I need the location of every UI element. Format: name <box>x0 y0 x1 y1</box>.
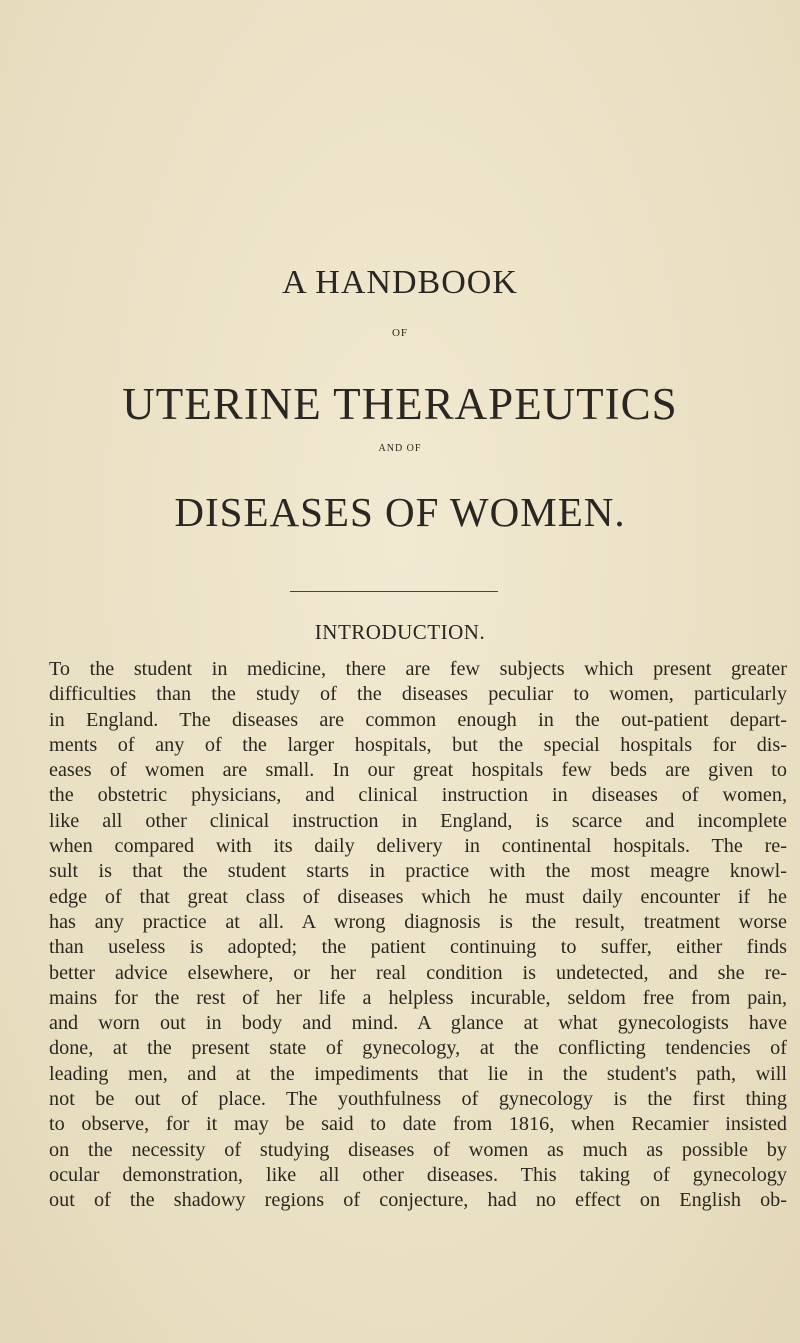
title-line-of: OF <box>391 327 409 339</box>
text-line: in England. The diseases are common enough in the out-patient depart- <box>49 708 787 731</box>
text-line: the obstetric physicians, and clinical instruction in diseases of women, <box>49 784 787 807</box>
text-line: ments of any of the larger hospitals, but the special hospitals for dis- <box>49 733 787 756</box>
title-line-and-of: AND OF <box>378 443 422 454</box>
text-line: mains for the rest of her life a helpless incurable, seldom free from pain, <box>49 986 787 1009</box>
title-line-uterine-therapeutics: UTERINE THERAPEUTICS <box>122 379 678 429</box>
text-line: done, at the present state of gynecology, at the conflicting tendencies of <box>49 1037 787 1060</box>
text-line: out of the shadowy regions of conjecture, had no effect on English ob- <box>49 1189 787 1212</box>
section-heading: INTRODUCTION. <box>314 620 486 644</box>
text-line: ocular demonstration, like all other diseases. This taking of gynecology <box>49 1163 787 1186</box>
text-line: not be out of place. The youthfulness of gynecology is the first thing <box>49 1088 787 1111</box>
text-line: better advice elsewhere, or her real condition is undetected, and she re- <box>49 961 787 984</box>
title-line-diseases-of-women: DISEASES OF WOMEN. <box>174 489 626 535</box>
text-line: eases of women are small. In our great hospitals few beds are given to <box>49 759 787 782</box>
text-line: sult is that the student starts in practice with the most meagre knowl- <box>49 860 787 883</box>
text-line: difficulties than the study of the diseases peculiar to women, particularly <box>49 683 787 706</box>
text-line: edge of that great class of diseases which he must daily encounter if he <box>49 885 787 908</box>
text-line: leading men, and at the impediments that lie in the student's path, will <box>49 1062 787 1085</box>
text-line: like all other clinical instruction in England, is scarce and incomplete <box>49 809 787 832</box>
title-line-handbook: A HANDBOOK <box>282 264 518 301</box>
text-line: than useless is adopted; the patient continuing to suffer, either finds <box>49 936 787 959</box>
text-line: when compared with its daily delivery in continental hospitals. The re- <box>49 835 787 858</box>
introduction-body <box>49 657 787 1214</box>
title-divider-rule <box>290 591 498 592</box>
text-line: on the necessity of studying diseases of women as much as possible by <box>49 1138 787 1161</box>
text-line: and worn out in body and mind. A glance at what gynecologists have <box>49 1012 787 1035</box>
text-line: has any practice at all. A wrong diagnosis is the result, treatment worse <box>49 910 787 933</box>
text-line: To the student in medicine, there are few subjects which present greater <box>49 658 787 680</box>
text-line: to observe, for it may be said to date from 1816, when Recamier insisted <box>49 1113 787 1136</box>
